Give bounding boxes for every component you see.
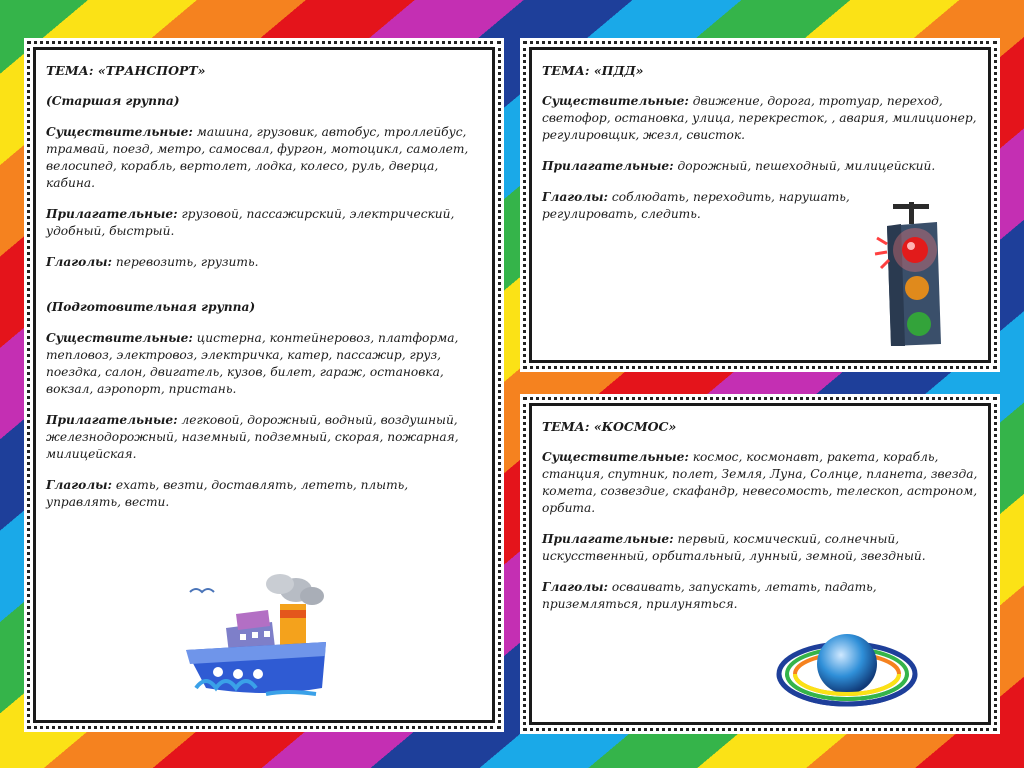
nouns-text: машина, грузовик, автобус, троллейбус, трамвай, поезд, метро, самосвал, фургон, мотоцикл, самолет, велосипед, корабль, вертолет, лодка, колесо, руль, дверца, кабина. [46,125,469,190]
verbs-text: ехать, везти, доставлять, лететь, плыть, управлять, вести. [46,478,409,509]
group-heading: (Подготовительная группа) [46,300,256,314]
adjectives-label: Прилагательные: [46,413,178,427]
nouns-paragraph [542,449,978,517]
adjectives-paragraph [542,158,978,175]
verbs-text: соблюдать, переходить, нарушать, регулировать, следить. [542,190,850,221]
verbs-paragraph [46,477,482,511]
verbs-paragraph [542,579,978,613]
card-transport [24,38,504,732]
nouns-label: Существительные: [542,94,689,108]
verbs-label: Глаголы: [46,478,113,492]
nouns-label: Существительные: [46,125,193,139]
adjectives-text: легковой, дорожный, водный, воздушный, железнодорожный, наземный, подземный, скорая, пожарная, милицейская. [46,413,459,461]
adjectives-paragraph [46,206,482,240]
traffic-light-icon [857,198,967,348]
adjectives-text: первый, космический, солнечный, искусственный, орбитальный, лунный, земной, звездный. [542,532,926,563]
card-pdd-content [529,47,991,363]
nouns-paragraph [46,124,482,192]
adjectives-text: дорожный, пешеходный, милицейский. [673,159,936,173]
group-heading: (Старшая группа) [46,94,180,108]
nouns-label: Существительные: [46,331,193,345]
verbs-label: Глаголы: [542,580,609,594]
card-transport-content [33,47,495,723]
verbs-label: Глаголы: [542,190,609,204]
adjectives-label: Прилагательные: [542,532,674,546]
spacer [46,285,482,299]
verbs-label: Глаголы: [46,255,113,269]
nouns-paragraph [46,330,482,398]
nouns-text: космос, космонавт, ракета, корабль, станция, спутник, полет, Земля, Луна, Солнце, планета, звезда, комета, созвездие, скафандр, невесомость, телескоп, астроном, орбита. [542,450,978,515]
ship-icon [176,570,356,705]
verbs-paragraph [46,254,482,271]
card-title: ТЕМА: «КОСМОС» [542,419,677,434]
nouns-paragraph [542,93,978,144]
verbs-text: перевозить, грузить. [112,255,259,269]
nouns-text: цистерна, контейнеровоз, платформа, тепловоз, электровоз, электричка, катер, пассажир, груз, поездка, салон, двигатель, кузов, билет, гараж, остановка, вокзал, аэропорт, пристань. [46,331,459,396]
adjectives-paragraph [46,412,482,463]
card-title: ТЕМА: «ТРАНСПОРТ» [46,63,206,78]
card-cosmos [520,394,1000,734]
card-pdd [520,38,1000,372]
nouns-text: движение, дорога, тротуар, переход, светофор, остановка, улица, перекресток, , авария, милиционер, регулировщик, жезл, свисток. [542,94,977,142]
adjectives-label: Прилагательные: [46,207,178,221]
adjectives-text: грузовой, пассажирский, электрический, удобный, быстрый. [46,207,455,238]
planet-icon [772,624,922,716]
card-title: ТЕМА: «ПДД» [542,63,644,78]
nouns-label: Существительные: [542,450,689,464]
card-cosmos-content [529,403,991,725]
adjectives-paragraph [542,531,978,565]
adjectives-label: Прилагательные: [542,159,674,173]
verbs-text: осваивать, запускать, летать, падать, приземляться, прилуняться. [542,580,877,611]
